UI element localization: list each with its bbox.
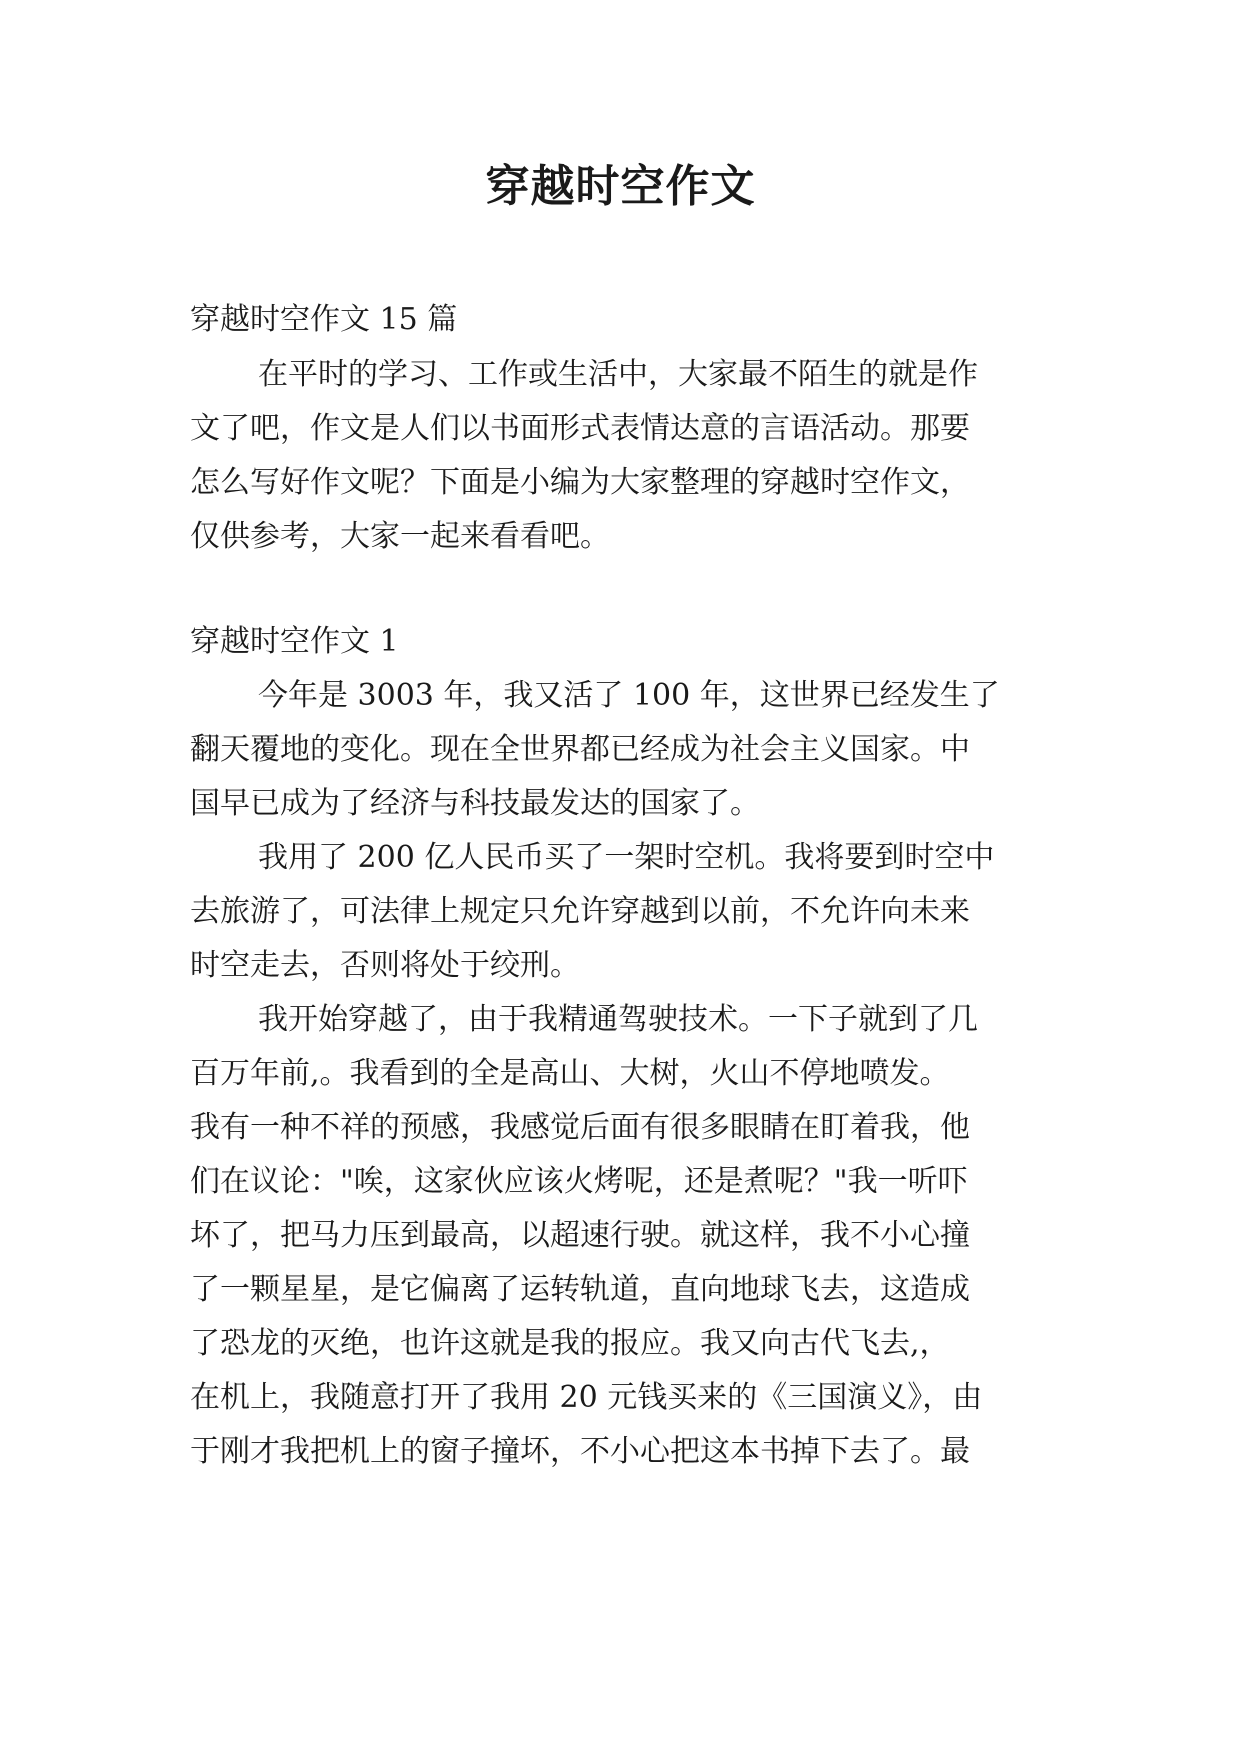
paragraph-line: 百万年前,。我看到的全是高山、大树，火山不停地喷发。 [190, 1056, 950, 1091]
paragraph-line: 我有一种不祥的预感，我感觉后面有很多眼睛在盯着我，他 [190, 1110, 970, 1145]
paragraph-line: 怎么写好作文呢？下面是小编为大家整理的穿越时空作文， [190, 465, 970, 500]
paragraph-line: 们在议论："唉，这家伙应该火烤呢，还是煮呢？"我一听吓 [190, 1164, 968, 1199]
paragraph-line: 在平时的学习、工作或生活中，大家最不陌生的就是作 [258, 357, 978, 392]
paragraph-line: 于刚才我把机上的窗子撞坏，不小心把这本书掉下去了。最 [190, 1434, 970, 1469]
section-heading: 穿越时空作文 15 篇 [190, 302, 458, 337]
paragraph-line: 去旅游了，可法律上规定只允许穿越到以前，不允许向未来 [190, 894, 970, 929]
paragraph-line: 国早已成为了经济与科技最发达的国家了。 [190, 786, 760, 821]
paragraph-line: 翻天覆地的变化。现在全世界都已经成为社会主义国家。中 [190, 732, 970, 767]
document-title: 穿越时空作文 [485, 161, 756, 212]
paragraph-line: 坏了，把马力压到最高，以超速行驶。就这样，我不小心撞 [190, 1218, 970, 1253]
paragraph-line: 了恐龙的灭绝，也许这就是我的报应。我又向古代飞去,， [190, 1326, 950, 1361]
paragraph-line: 文了吧，作文是人们以书面形式表情达意的言语活动。那要 [190, 411, 970, 446]
paragraph-line: 我开始穿越了，由于我精通驾驶技术。一下子就到了几 [258, 1002, 978, 1037]
paragraph-line: 在机上，我随意打开了我用 20 元钱买来的《三国演义》，由 [190, 1380, 983, 1415]
paragraph-line: 仅供参考，大家一起来看看吧。 [190, 519, 610, 554]
section-heading: 穿越时空作文 1 [190, 624, 399, 659]
paragraph-line: 时空走去，否则将处于绞刑。 [190, 948, 580, 983]
paragraph-line: 我用了 200 亿人民币买了一架时空机。我将要到时空中 [258, 840, 995, 875]
paragraph-line: 了一颗星星，是它偏离了运转轨道，直向地球飞去，这造成 [190, 1272, 970, 1307]
paragraph-line: 今年是 3003 年，我又活了 100 年，这世界已经发生了 [258, 678, 1000, 713]
